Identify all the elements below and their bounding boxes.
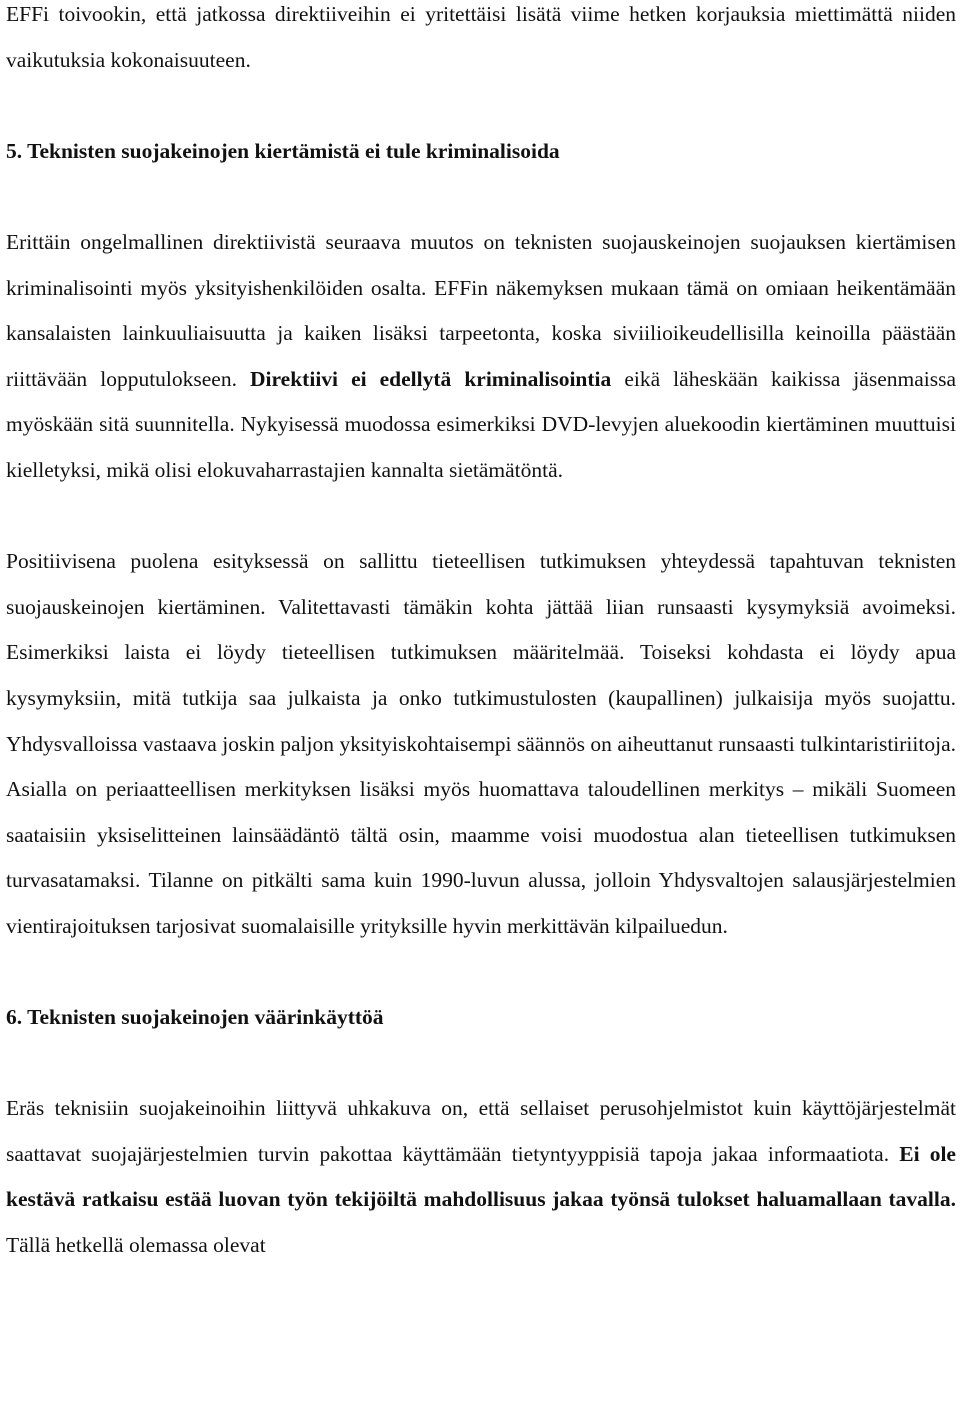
section-6-heading: 6. Teknisten suojakeinojen väärinkäyttöä — [6, 1005, 384, 1030]
section-5-p2-text: Positiivisena puolena esityksessä on sallittu tieteellisen tutkimuksen yhteydessä tapahtuvan teknisten suojauskeinojen kiertäminen. Valitettavasti tämäkin kohta jättää liian runsaasti kysymyksiä avoimeksi. Esimerkiksi laista ei löydy tieteellisen tutkimuksen määritelmää. Toiseksi kohdasta ei löydy apua kysymyksiin, mitä tutkija saa julkaista ja onko tutkimustulosten (kaupallinen) julkaisija myös suojattu. Yhdysvalloissa vastaava joskin paljon yksityiskohtaisempi säännös on aiheuttanut runsaasti tulkintaristiriitoja. Asialla on periaatteellisen merkityksen lisäksi myös huomattava taloudellinen merkitys – mikäli Suomeen saataisiin yksiselitteinen lainsäädäntö tältä osin, maamme voisi muodostua alan tieteellisen tutkimuksen turvasatamaksi. Tilanne on pitkälti sama kuin 1990-luvun alussa, jolloin Yhdysvaltojen salausjärjestelmien vientirajoituksen tarjosivat suomalaisille yrityksille hyvin merkittävän kilpailuedun. — [6, 549, 956, 938]
intro-text: EFFi toivookin, että jatkossa direktiiveihin ei yritettäisi lisätä viime hetken korjauksia miettimättä niiden vaikutuksia kokonaisuuteen. — [6, 2, 956, 72]
spacer — [6, 1041, 956, 1087]
spacer — [6, 949, 956, 995]
section-6-p1-text-a: Eräs teknisiin suojakeinoihin liittyvä uhkakuva on, että sellaiset perusohjelmistot kuin käyttöjärjestelmät saattavat suojajärjestelmien turvin pakottaa käyttämään tietyntyyppisiä tapoja jakaa informaatiota. — [6, 1096, 956, 1166]
section-5-p1-text-b: eikä läheskään kaikissa jäsenmaissa myöskään sitä suunnitella. Nykyisessä muodossa esimerkiksi DVD-levyjen aluekoodin kiertäminen muuttuisi kielletyksi, mikä olisi elokuvaharrastajien kannalta sietämätöntä. — [6, 366, 957, 482]
spacer — [6, 494, 956, 540]
section-5-p1-bold-text: Direktiivi ei edellytä kriminalisointia — [250, 366, 612, 391]
section-6-p1-bold-text: Ei ole kestävä ratkaisu estää luovan työn tekijöiltä mahdollisuus jakaa työnsä tulokset haluamallaan tavalla. — [6, 1141, 956, 1212]
document-page — [6, 0, 956, 1269]
section-5-paragraph-2 — [6, 539, 956, 949]
intro-paragraph — [6, 0, 956, 83]
spacer — [6, 174, 956, 220]
section-5-heading: 5. Teknisten suojakeinojen kiertämistä ei tule kriminalisoida — [6, 138, 560, 163]
section-6-paragraph-1 — [6, 1086, 956, 1268]
section-5-paragraph-1 — [6, 220, 956, 494]
section-6-p1-text-b: Tällä hetkellä olemassa olevat — [6, 1233, 266, 1258]
spacer — [6, 83, 956, 129]
section-5-p1-text-a: Erittäin ongelmallinen direktiivistä seuraava muutos on teknisten suojauskeinojen suojauksen kiertämisen kriminalisointi myös yksityishenkilöiden osalta. EFFin näkemyksen mukaan tämä on omiaan heikentämään kansalaisten lainkuuliaisuutta ja kaiken lisäksi tarpeetonta, koska siviilioikeudellisilla keinoilla päästään riittävään lopputulokseen. — [6, 229, 956, 391]
